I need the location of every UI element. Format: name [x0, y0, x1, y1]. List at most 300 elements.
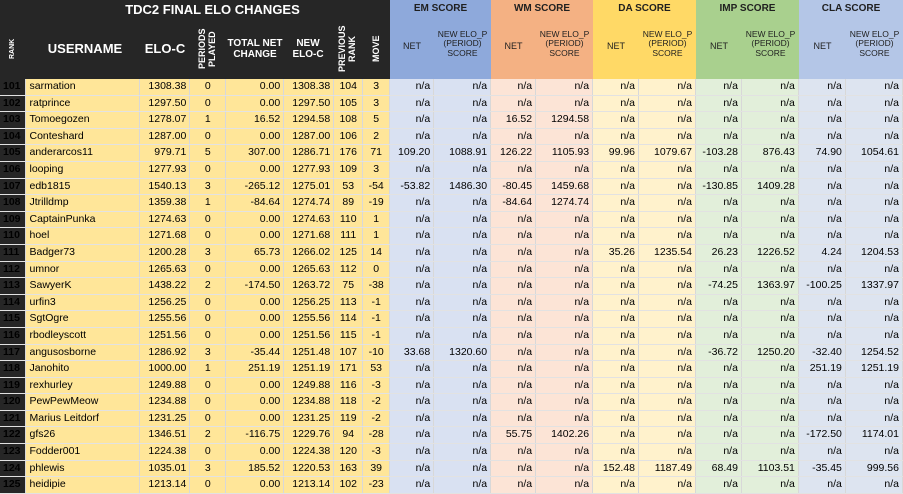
- elo-c-cell[interactable]: 1286.92: [140, 344, 190, 361]
- em-new-elo-cell[interactable]: 1320.60: [434, 344, 491, 361]
- total-net-change-cell[interactable]: -35.44: [226, 344, 284, 361]
- move-cell[interactable]: -2: [363, 410, 390, 427]
- move-cell[interactable]: 3: [363, 161, 390, 178]
- periods-played-header[interactable]: PERIODS PLAYED: [197, 28, 217, 70]
- em-new-elo-cell[interactable]: n/a: [434, 211, 491, 228]
- cla-net-cell[interactable]: 74.90: [798, 145, 845, 162]
- move-cell[interactable]: 39: [363, 460, 390, 477]
- em-new-elo-cell[interactable]: n/a: [434, 460, 491, 477]
- rank-cell[interactable]: 115: [0, 311, 26, 328]
- cla-net-cell[interactable]: n/a: [798, 95, 845, 112]
- elo-c-cell[interactable]: 1274.63: [140, 211, 190, 228]
- table-row[interactable]: [0, 244, 903, 261]
- cla-new-elo-cell[interactable]: n/a: [845, 95, 902, 112]
- username-cell[interactable]: ratprince: [26, 95, 140, 112]
- wm-new-elo-cell[interactable]: n/a: [536, 211, 593, 228]
- new-elo-c-cell[interactable]: 1220.53: [284, 460, 334, 477]
- elo-c-cell[interactable]: 1359.38: [140, 195, 190, 212]
- total-net-change-cell[interactable]: 307.00: [226, 145, 284, 162]
- wm-new-elo-cell[interactable]: 1402.26: [536, 427, 593, 444]
- imp-new-elo-cell[interactable]: n/a: [741, 427, 798, 444]
- cla-new-elo-cell[interactable]: n/a: [845, 211, 902, 228]
- table-row[interactable]: [0, 377, 903, 394]
- em-net-cell[interactable]: n/a: [390, 244, 434, 261]
- cla-net-cell[interactable]: n/a: [798, 261, 845, 278]
- rank-cell[interactable]: 121: [0, 410, 26, 427]
- move-cell[interactable]: 53: [363, 361, 390, 378]
- cla-new-elo-cell[interactable]: n/a: [845, 195, 902, 212]
- rank-cell[interactable]: 109: [0, 211, 26, 228]
- em-net-cell[interactable]: n/a: [390, 261, 434, 278]
- username-cell[interactable]: angusosborne: [26, 344, 140, 361]
- move-cell[interactable]: 1: [363, 228, 390, 245]
- elo-c-cell[interactable]: 1265.63: [140, 261, 190, 278]
- move-cell[interactable]: 71: [363, 145, 390, 162]
- rank-header[interactable]: RANK: [9, 38, 17, 60]
- previous-rank-cell[interactable]: 120: [334, 444, 363, 461]
- elo-c-cell[interactable]: 1540.13: [140, 178, 190, 195]
- cla-new-elo-cell[interactable]: 1204.53: [845, 244, 902, 261]
- imp-net-cell[interactable]: n/a: [695, 361, 741, 378]
- em-new-elo-cell[interactable]: n/a: [434, 477, 491, 494]
- elo-c-cell[interactable]: 1213.14: [140, 477, 190, 494]
- periods-played-cell[interactable]: 0: [190, 161, 226, 178]
- da-net-cell[interactable]: n/a: [593, 79, 639, 95]
- imp-net-cell[interactable]: -36.72: [695, 344, 741, 361]
- em-net-cell[interactable]: n/a: [390, 294, 434, 311]
- table-row[interactable]: [0, 145, 903, 162]
- wm-net-cell[interactable]: 126.22: [491, 145, 536, 162]
- da-new-elo-cell[interactable]: n/a: [639, 261, 696, 278]
- elo-c-cell[interactable]: 1277.93: [140, 161, 190, 178]
- imp-net-cell[interactable]: n/a: [695, 195, 741, 212]
- previous-rank-cell[interactable]: 53: [334, 178, 363, 195]
- wm-new-elo-cell[interactable]: n/a: [536, 278, 593, 295]
- em-net-cell[interactable]: n/a: [390, 460, 434, 477]
- new-elo-c-cell[interactable]: 1265.63: [284, 261, 334, 278]
- new-elo-c-cell[interactable]: 1213.14: [284, 477, 334, 494]
- periods-played-cell[interactable]: 0: [190, 128, 226, 145]
- move-cell[interactable]: -1: [363, 294, 390, 311]
- cla-new-elo-cell[interactable]: n/a: [845, 294, 902, 311]
- da-net-cell[interactable]: n/a: [593, 410, 639, 427]
- wm-new-elo-cell[interactable]: 1274.74: [536, 195, 593, 212]
- table-row[interactable]: [0, 228, 903, 245]
- da-new-elo-cell[interactable]: 1079.67: [639, 145, 696, 162]
- cla-new-elo-cell[interactable]: n/a: [845, 311, 902, 328]
- em-net-cell[interactable]: n/a: [390, 410, 434, 427]
- wm-new-elo-cell[interactable]: 1294.58: [536, 112, 593, 129]
- new-elo-c-cell[interactable]: 1251.56: [284, 327, 334, 344]
- em-net-cell[interactable]: 33.68: [390, 344, 434, 361]
- cla-net-cell[interactable]: n/a: [798, 178, 845, 195]
- wm-net-header[interactable]: NET: [504, 41, 523, 51]
- da-net-cell[interactable]: 152.48: [593, 460, 639, 477]
- periods-played-cell[interactable]: 0: [190, 394, 226, 411]
- total-net-change-cell[interactable]: -84.64: [226, 195, 284, 212]
- da-new-elo-cell[interactable]: n/a: [639, 294, 696, 311]
- da-new-elo-cell[interactable]: n/a: [639, 327, 696, 344]
- username-cell[interactable]: Conteshard: [26, 128, 140, 145]
- wm-net-cell[interactable]: n/a: [491, 161, 536, 178]
- em-new-elo-cell[interactable]: 1486.30: [434, 178, 491, 195]
- periods-played-cell[interactable]: 3: [190, 178, 226, 195]
- cla-net-cell[interactable]: -32.40: [798, 344, 845, 361]
- previous-rank-cell[interactable]: 110: [334, 211, 363, 228]
- imp-net-cell[interactable]: n/a: [695, 410, 741, 427]
- cla-net-cell[interactable]: n/a: [798, 377, 845, 394]
- em-net-cell[interactable]: n/a: [390, 377, 434, 394]
- em-net-cell[interactable]: n/a: [390, 477, 434, 494]
- move-cell[interactable]: -3: [363, 377, 390, 394]
- da-net-cell[interactable]: n/a: [593, 211, 639, 228]
- table-row[interactable]: [0, 79, 903, 95]
- da-new-elo-cell[interactable]: n/a: [639, 278, 696, 295]
- imp-new-elo-cell[interactable]: 1250.20: [741, 344, 798, 361]
- imp-new-elo-cell[interactable]: 1226.52: [741, 244, 798, 261]
- em-net-cell[interactable]: n/a: [390, 95, 434, 112]
- cla-net-cell[interactable]: n/a: [798, 211, 845, 228]
- total-net-change-cell[interactable]: -265.12: [226, 178, 284, 195]
- periods-played-cell[interactable]: 0: [190, 311, 226, 328]
- previous-rank-cell[interactable]: 105: [334, 95, 363, 112]
- em-new-elo-cell[interactable]: n/a: [434, 294, 491, 311]
- previous-rank-cell[interactable]: 115: [334, 327, 363, 344]
- table-row[interactable]: [0, 460, 903, 477]
- total-net-change-cell[interactable]: 0.00: [226, 211, 284, 228]
- move-cell[interactable]: -23: [363, 477, 390, 494]
- da-net-cell[interactable]: n/a: [593, 377, 639, 394]
- da-new-elo-header[interactable]: NEW ELO_P (PERIOD) SCORE: [642, 29, 693, 58]
- wm-net-cell[interactable]: -84.64: [491, 195, 536, 212]
- elo-c-cell[interactable]: 1251.56: [140, 327, 190, 344]
- wm-new-elo-cell[interactable]: n/a: [536, 228, 593, 245]
- total-net-change-cell[interactable]: 0.00: [226, 294, 284, 311]
- username-header[interactable]: USERNAME: [47, 40, 123, 56]
- rank-cell[interactable]: 108: [0, 195, 26, 212]
- wm-net-cell[interactable]: n/a: [491, 477, 536, 494]
- da-net-cell[interactable]: n/a: [593, 477, 639, 494]
- move-cell[interactable]: -54: [363, 178, 390, 195]
- wm-net-cell[interactable]: n/a: [491, 278, 536, 295]
- da-new-elo-cell[interactable]: n/a: [639, 178, 696, 195]
- move-cell[interactable]: -1: [363, 327, 390, 344]
- imp-net-cell[interactable]: n/a: [695, 444, 741, 461]
- imp-net-cell[interactable]: -130.85: [695, 178, 741, 195]
- em-new-elo-cell[interactable]: n/a: [434, 311, 491, 328]
- em-new-elo-cell[interactable]: n/a: [434, 261, 491, 278]
- cla-new-elo-cell[interactable]: n/a: [845, 161, 902, 178]
- rank-cell[interactable]: 106: [0, 161, 26, 178]
- username-cell[interactable]: hoel: [26, 228, 140, 245]
- periods-played-cell[interactable]: 0: [190, 95, 226, 112]
- da-new-elo-cell[interactable]: n/a: [639, 477, 696, 494]
- elo-c-cell[interactable]: 1297.50: [140, 95, 190, 112]
- da-new-elo-cell[interactable]: 1187.49: [639, 460, 696, 477]
- wm-new-elo-header[interactable]: NEW ELO_P (PERIOD) SCORE: [539, 29, 590, 58]
- total-net-change-cell[interactable]: -174.50: [226, 278, 284, 295]
- total-net-change-cell[interactable]: -116.75: [226, 427, 284, 444]
- da-net-cell[interactable]: n/a: [593, 311, 639, 328]
- wm-net-cell[interactable]: n/a: [491, 95, 536, 112]
- elo-c-cell[interactable]: 979.71: [140, 145, 190, 162]
- new-elo-c-cell[interactable]: 1308.38: [284, 79, 334, 95]
- imp-new-elo-cell[interactable]: 1363.97: [741, 278, 798, 295]
- em-new-elo-cell[interactable]: n/a: [434, 228, 491, 245]
- rank-cell[interactable]: 125: [0, 477, 26, 494]
- total-net-change-cell[interactable]: 0.00: [226, 410, 284, 427]
- elo-c-cell[interactable]: 1287.00: [140, 128, 190, 145]
- total-net-change-cell[interactable]: 0.00: [226, 377, 284, 394]
- username-cell[interactable]: Marius Leitdorf: [26, 410, 140, 427]
- em-net-cell[interactable]: n/a: [390, 278, 434, 295]
- elo-c-cell[interactable]: 1000.00: [140, 361, 190, 378]
- imp-net-cell[interactable]: n/a: [695, 161, 741, 178]
- rank-cell[interactable]: 104: [0, 128, 26, 145]
- total-net-change-cell[interactable]: 0.00: [226, 311, 284, 328]
- imp-new-elo-cell[interactable]: n/a: [741, 444, 798, 461]
- imp-net-cell[interactable]: n/a: [695, 128, 741, 145]
- rank-cell[interactable]: 105: [0, 145, 26, 162]
- previous-rank-cell[interactable]: 75: [334, 278, 363, 295]
- cla-net-cell[interactable]: n/a: [798, 161, 845, 178]
- cla-net-cell[interactable]: n/a: [798, 410, 845, 427]
- imp-new-elo-cell[interactable]: n/a: [741, 112, 798, 129]
- imp-net-cell[interactable]: n/a: [695, 261, 741, 278]
- da-net-cell[interactable]: 99.96: [593, 145, 639, 162]
- wm-new-elo-cell[interactable]: n/a: [536, 410, 593, 427]
- previous-rank-cell[interactable]: 171: [334, 361, 363, 378]
- cla-net-cell[interactable]: n/a: [798, 79, 845, 95]
- periods-played-cell[interactable]: 0: [190, 294, 226, 311]
- wm-net-cell[interactable]: n/a: [491, 244, 536, 261]
- periods-played-cell[interactable]: 3: [190, 244, 226, 261]
- imp-new-elo-cell[interactable]: n/a: [741, 261, 798, 278]
- wm-net-cell[interactable]: n/a: [491, 311, 536, 328]
- wm-net-cell[interactable]: 16.52: [491, 112, 536, 129]
- em-new-elo-cell[interactable]: n/a: [434, 377, 491, 394]
- em-new-elo-cell[interactable]: n/a: [434, 427, 491, 444]
- wm-new-elo-cell[interactable]: 1459.68: [536, 178, 593, 195]
- wm-net-cell[interactable]: 55.75: [491, 427, 536, 444]
- em-new-elo-cell[interactable]: n/a: [434, 410, 491, 427]
- wm-new-elo-cell[interactable]: n/a: [536, 377, 593, 394]
- username-cell[interactable]: Badger73: [26, 244, 140, 261]
- wm-new-elo-cell[interactable]: n/a: [536, 444, 593, 461]
- username-cell[interactable]: rexhurley: [26, 377, 140, 394]
- cla-new-elo-cell[interactable]: n/a: [845, 377, 902, 394]
- periods-played-cell[interactable]: 2: [190, 427, 226, 444]
- cla-net-cell[interactable]: n/a: [798, 294, 845, 311]
- username-cell[interactable]: gfs26: [26, 427, 140, 444]
- new-elo-c-cell[interactable]: 1263.72: [284, 278, 334, 295]
- imp-net-cell[interactable]: n/a: [695, 327, 741, 344]
- da-net-cell[interactable]: 35.26: [593, 244, 639, 261]
- username-cell[interactable]: SawyerK: [26, 278, 140, 295]
- em-new-elo-cell[interactable]: n/a: [434, 128, 491, 145]
- rank-cell[interactable]: 124: [0, 460, 26, 477]
- da-new-elo-cell[interactable]: n/a: [639, 444, 696, 461]
- imp-new-elo-cell[interactable]: n/a: [741, 79, 798, 95]
- username-cell[interactable]: edb1815: [26, 178, 140, 195]
- previous-rank-cell[interactable]: 111: [334, 228, 363, 245]
- cla-net-cell[interactable]: n/a: [798, 112, 845, 129]
- username-cell[interactable]: Tomoegozen: [26, 112, 140, 129]
- wm-new-elo-cell[interactable]: 1105.93: [536, 145, 593, 162]
- move-cell[interactable]: -10: [363, 344, 390, 361]
- da-net-cell[interactable]: n/a: [593, 95, 639, 112]
- imp-net-cell[interactable]: n/a: [695, 112, 741, 129]
- em-net-cell[interactable]: -53.82: [390, 178, 434, 195]
- cla-new-elo-cell[interactable]: n/a: [845, 444, 902, 461]
- rank-cell[interactable]: 113: [0, 278, 26, 295]
- periods-played-cell[interactable]: 3: [190, 344, 226, 361]
- table-row[interactable]: [0, 112, 903, 129]
- wm-new-elo-cell[interactable]: n/a: [536, 327, 593, 344]
- em-new-elo-cell[interactable]: n/a: [434, 361, 491, 378]
- da-new-elo-cell[interactable]: n/a: [639, 394, 696, 411]
- wm-net-cell[interactable]: n/a: [491, 327, 536, 344]
- imp-new-elo-cell[interactable]: n/a: [741, 195, 798, 212]
- cla-new-elo-cell[interactable]: n/a: [845, 128, 902, 145]
- previous-rank-cell[interactable]: 116: [334, 377, 363, 394]
- imp-new-elo-cell[interactable]: n/a: [741, 394, 798, 411]
- wm-new-elo-cell[interactable]: n/a: [536, 161, 593, 178]
- wm-new-elo-cell[interactable]: n/a: [536, 95, 593, 112]
- total-net-change-cell[interactable]: 0.00: [226, 95, 284, 112]
- rank-cell[interactable]: 116: [0, 327, 26, 344]
- imp-net-cell[interactable]: -103.28: [695, 145, 741, 162]
- em-new-elo-cell[interactable]: n/a: [434, 394, 491, 411]
- da-net-cell[interactable]: n/a: [593, 128, 639, 145]
- imp-new-elo-cell[interactable]: n/a: [741, 211, 798, 228]
- move-cell[interactable]: 2: [363, 128, 390, 145]
- cla-new-elo-cell[interactable]: 1337.97: [845, 278, 902, 295]
- em-net-cell[interactable]: 109.20: [390, 145, 434, 162]
- em-new-elo-cell[interactable]: n/a: [434, 278, 491, 295]
- previous-rank-cell[interactable]: 104: [334, 79, 363, 95]
- da-new-elo-cell[interactable]: n/a: [639, 128, 696, 145]
- periods-played-cell[interactable]: 0: [190, 410, 226, 427]
- wm-new-elo-cell[interactable]: n/a: [536, 294, 593, 311]
- da-new-elo-cell[interactable]: n/a: [639, 112, 696, 129]
- rank-cell[interactable]: 102: [0, 95, 26, 112]
- da-new-elo-cell[interactable]: n/a: [639, 427, 696, 444]
- da-net-cell[interactable]: n/a: [593, 427, 639, 444]
- em-net-cell[interactable]: n/a: [390, 327, 434, 344]
- new-elo-c-cell[interactable]: 1294.58: [284, 112, 334, 129]
- previous-rank-cell[interactable]: 108: [334, 112, 363, 129]
- imp-new-elo-cell[interactable]: n/a: [741, 161, 798, 178]
- em-net-cell[interactable]: n/a: [390, 394, 434, 411]
- rank-cell[interactable]: 112: [0, 261, 26, 278]
- elo-c-cell[interactable]: 1256.25: [140, 294, 190, 311]
- da-net-cell[interactable]: n/a: [593, 161, 639, 178]
- cla-new-elo-cell[interactable]: n/a: [845, 477, 902, 494]
- da-new-elo-cell[interactable]: n/a: [639, 344, 696, 361]
- username-cell[interactable]: rbodleyscott: [26, 327, 140, 344]
- wm-net-cell[interactable]: n/a: [491, 79, 536, 95]
- cla-new-elo-cell[interactable]: 999.56: [845, 460, 902, 477]
- username-cell[interactable]: looping: [26, 161, 140, 178]
- new-elo-c-cell[interactable]: 1271.68: [284, 228, 334, 245]
- imp-new-elo-cell[interactable]: n/a: [741, 294, 798, 311]
- new-elo-c-cell[interactable]: 1251.19: [284, 361, 334, 378]
- cla-net-cell[interactable]: 251.19: [798, 361, 845, 378]
- em-new-elo-cell[interactable]: n/a: [434, 244, 491, 261]
- elo-c-cell[interactable]: 1308.38: [140, 79, 190, 95]
- em-new-elo-cell[interactable]: n/a: [434, 161, 491, 178]
- username-cell[interactable]: urfin3: [26, 294, 140, 311]
- new-elo-c-cell[interactable]: 1287.00: [284, 128, 334, 145]
- username-cell[interactable]: sarmation: [26, 79, 140, 95]
- em-net-cell[interactable]: n/a: [390, 211, 434, 228]
- em-net-cell[interactable]: n/a: [390, 311, 434, 328]
- table-row[interactable]: [0, 427, 903, 444]
- em-net-cell[interactable]: n/a: [390, 228, 434, 245]
- previous-rank-cell[interactable]: 94: [334, 427, 363, 444]
- em-new-elo-cell[interactable]: n/a: [434, 444, 491, 461]
- cla-net-cell[interactable]: n/a: [798, 228, 845, 245]
- da-net-cell[interactable]: n/a: [593, 261, 639, 278]
- total-net-change-header[interactable]: TOTAL NET CHANGE: [227, 38, 283, 60]
- da-new-elo-cell[interactable]: n/a: [639, 95, 696, 112]
- da-new-elo-cell[interactable]: n/a: [639, 228, 696, 245]
- previous-rank-cell[interactable]: 125: [334, 244, 363, 261]
- em-new-elo-header[interactable]: NEW ELO_P (PERIOD) SCORE: [437, 29, 488, 58]
- imp-net-cell[interactable]: 68.49: [695, 460, 741, 477]
- da-new-elo-cell[interactable]: n/a: [639, 361, 696, 378]
- username-cell[interactable]: Janohito: [26, 361, 140, 378]
- wm-net-cell[interactable]: n/a: [491, 444, 536, 461]
- em-net-cell[interactable]: n/a: [390, 427, 434, 444]
- new-elo-c-cell[interactable]: 1274.63: [284, 211, 334, 228]
- total-net-change-cell[interactable]: 16.52: [226, 112, 284, 129]
- periods-played-cell[interactable]: 3: [190, 460, 226, 477]
- rank-cell[interactable]: 123: [0, 444, 26, 461]
- imp-net-cell[interactable]: 26.23: [695, 244, 741, 261]
- imp-net-cell[interactable]: n/a: [695, 228, 741, 245]
- previous-rank-cell[interactable]: 107: [334, 344, 363, 361]
- periods-played-cell[interactable]: 0: [190, 261, 226, 278]
- da-new-elo-cell[interactable]: 1235.54: [639, 244, 696, 261]
- rank-cell[interactable]: 103: [0, 112, 26, 129]
- table-row[interactable]: [0, 161, 903, 178]
- wm-net-cell[interactable]: n/a: [491, 460, 536, 477]
- rank-cell[interactable]: 110: [0, 228, 26, 245]
- da-net-cell[interactable]: n/a: [593, 112, 639, 129]
- imp-new-elo-cell[interactable]: n/a: [741, 95, 798, 112]
- cla-new-elo-cell[interactable]: 1054.61: [845, 145, 902, 162]
- previous-rank-cell[interactable]: 109: [334, 161, 363, 178]
- imp-new-elo-cell[interactable]: n/a: [741, 327, 798, 344]
- em-new-elo-cell[interactable]: n/a: [434, 327, 491, 344]
- da-net-cell[interactable]: n/a: [593, 178, 639, 195]
- da-net-cell[interactable]: n/a: [593, 195, 639, 212]
- wm-new-elo-cell[interactable]: n/a: [536, 361, 593, 378]
- periods-played-cell[interactable]: 0: [190, 444, 226, 461]
- da-net-cell[interactable]: n/a: [593, 278, 639, 295]
- em-net-cell[interactable]: n/a: [390, 161, 434, 178]
- new-elo-c-cell[interactable]: 1256.25: [284, 294, 334, 311]
- cla-net-cell[interactable]: n/a: [798, 128, 845, 145]
- elo-c-cell[interactable]: 1255.56: [140, 311, 190, 328]
- cla-net-cell[interactable]: -100.25: [798, 278, 845, 295]
- wm-net-cell[interactable]: n/a: [491, 377, 536, 394]
- username-cell[interactable]: CaptainPunka: [26, 211, 140, 228]
- rank-cell[interactable]: 101: [0, 79, 26, 95]
- rank-cell[interactable]: 118: [0, 361, 26, 378]
